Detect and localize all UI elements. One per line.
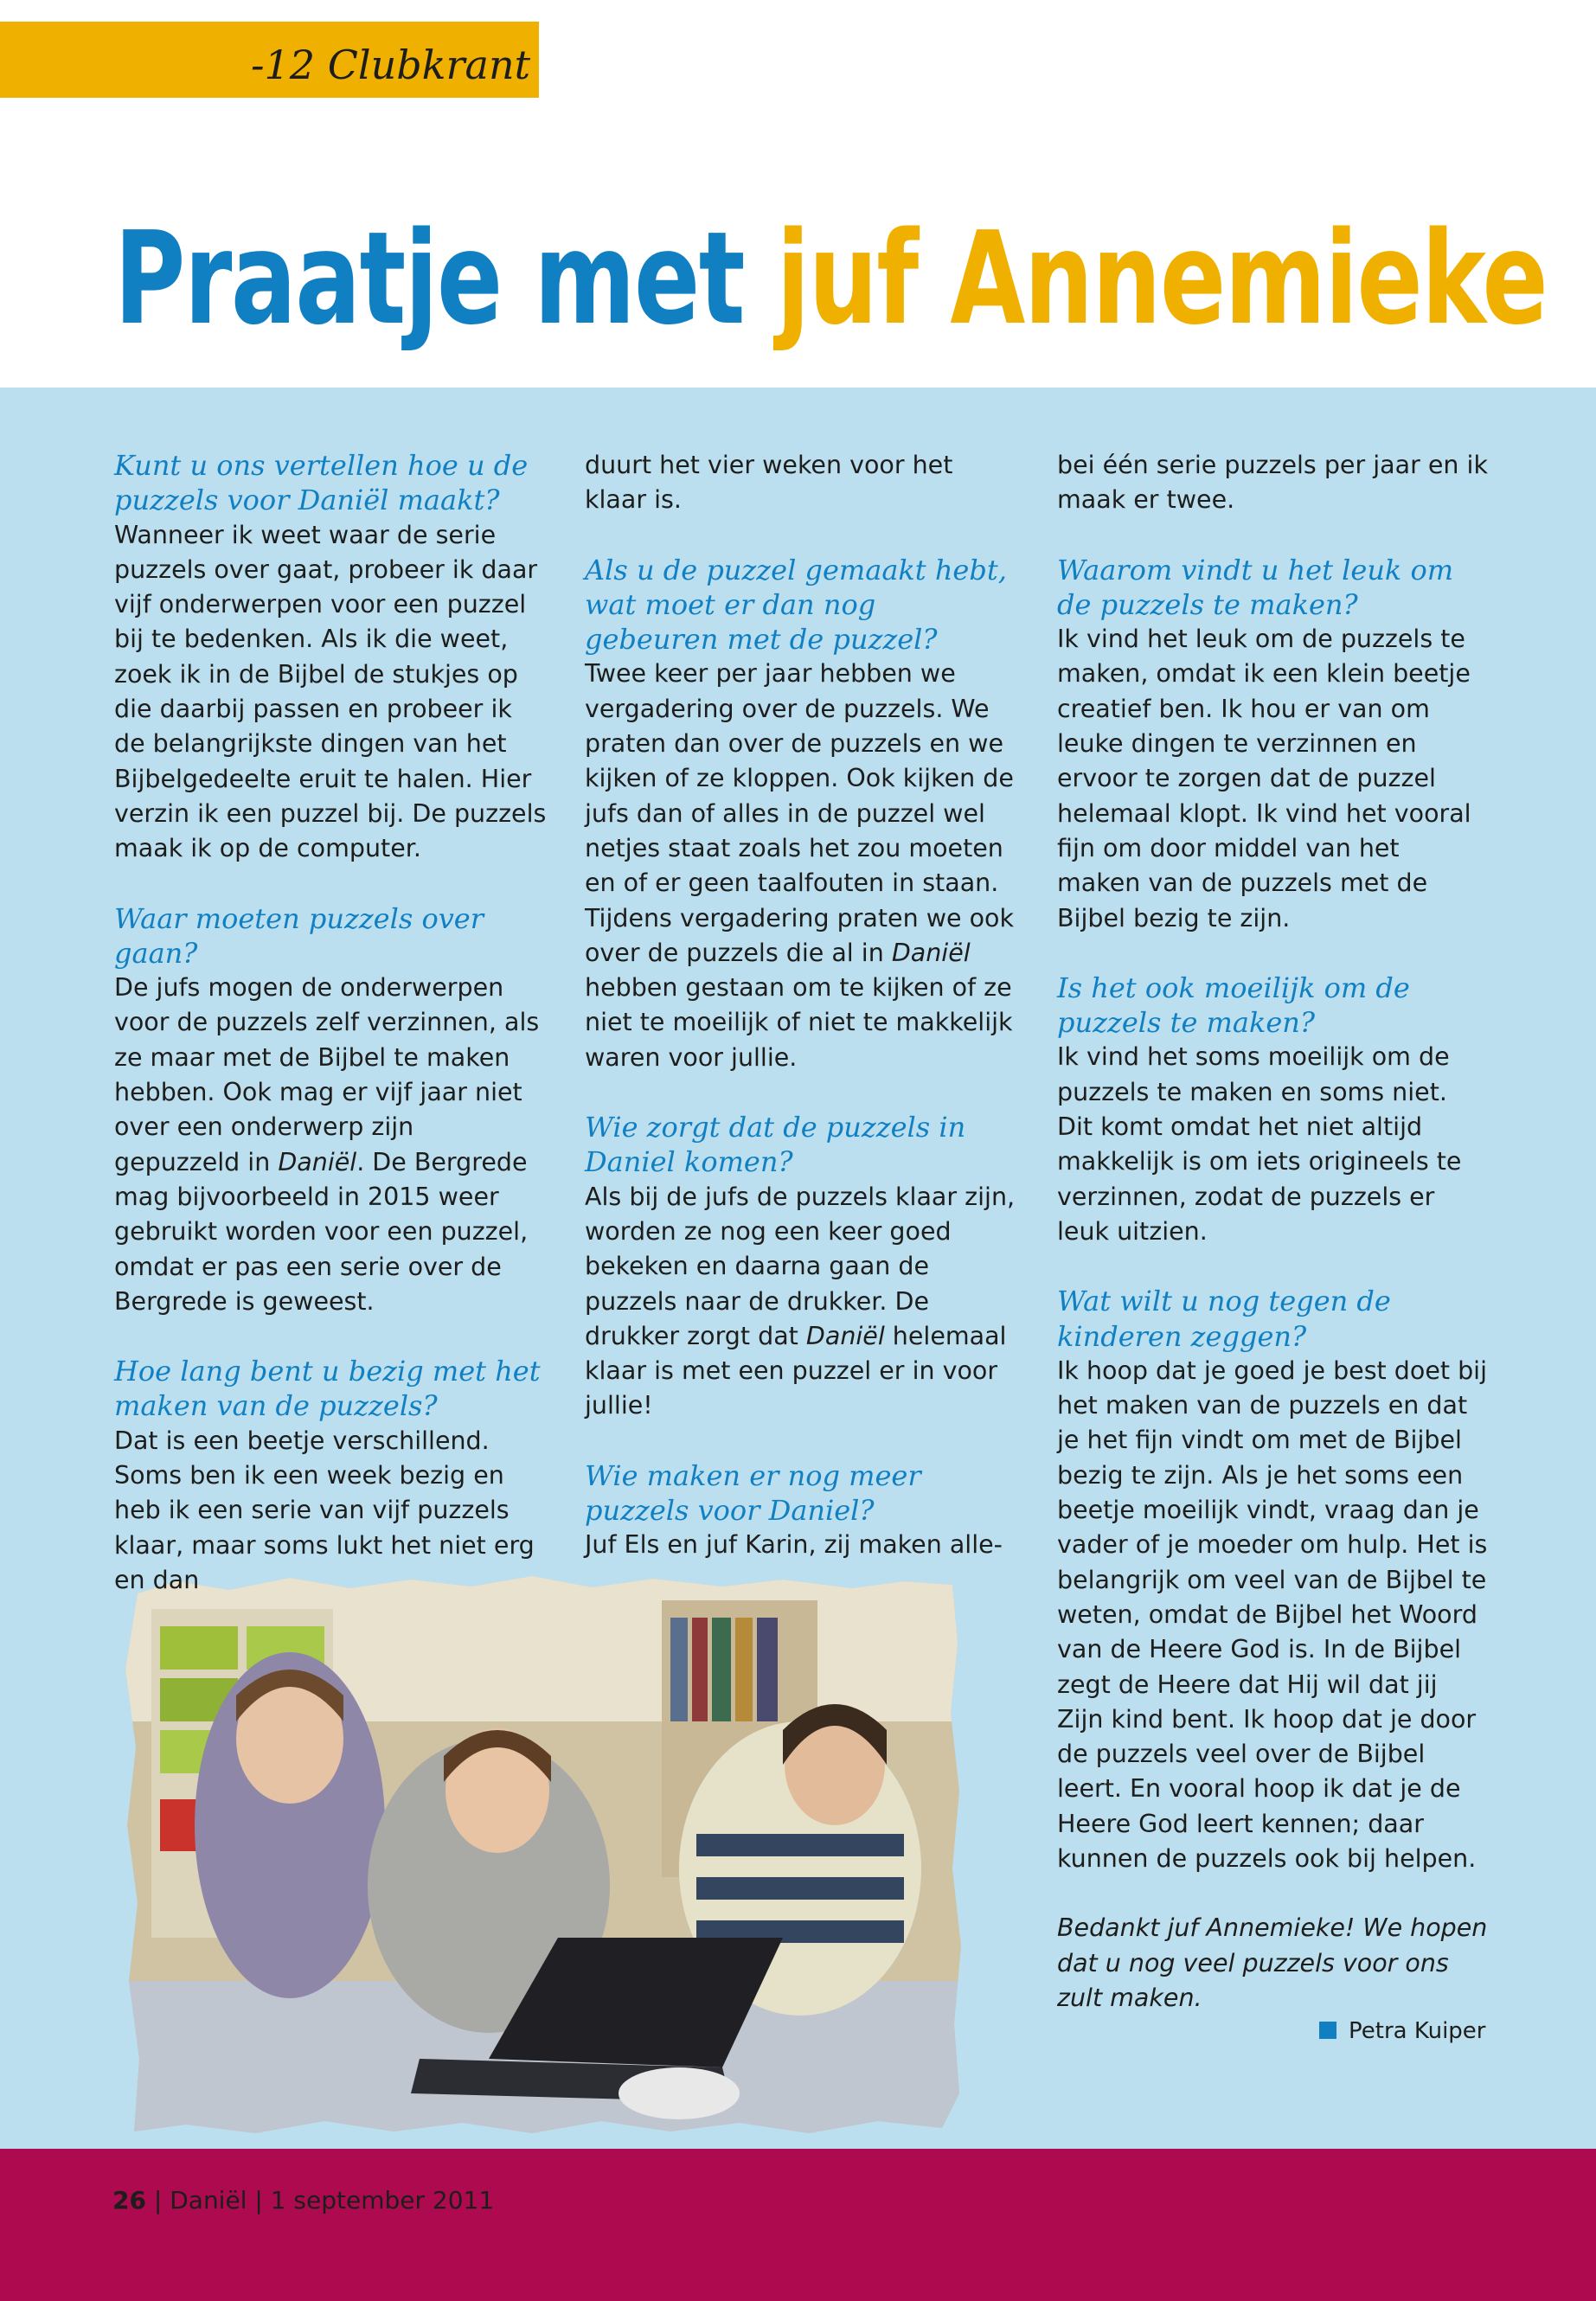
author-name: Petra Kuiper [1349,2018,1486,2044]
footer-bar [0,2149,1596,2301]
answer-paragraph: Dat is een beetje verschillend. Soms ben ik een week bezig en heb ik een serie van vijf puzzels klaar, maar soms lukt het niet erg en dan [114,1426,535,1594]
magazine-title: Daniël [170,2186,247,2214]
answer-paragraph: duurt het vier weken voor het klaar is. [585,451,953,515]
title-part-yellow: juf Annemieke [776,204,1548,353]
article-column-2 [585,448,1017,1563]
issue-date: 1 september 2011 [270,2186,495,2214]
answer-paragraph: Als bij de jufs de puzzels klaar zijn, worden ze nog een keer goed bekeken en daarna gaan de puzzels naar de drukker. De drukker zorgt dat Daniël helemaal klaar is met een puzzel er in voor jullie! [585,1182,1016,1420]
answer-paragraph: Twee keer per jaar hebben we vergadering over de puzzels. We praten dan over de puzzels en we kijken of ze kloppen. Ook kijken de jufs dan of alles in de puzzel wel netjes staat zoals het zou moeten en of er geen taalfouten in staan. Tijdens vergadering praten we ook over de puzzels die al in Daniël hebben gestaan om te kijken of ze niet te moeilijk of niet te makkelijk waren voor jullie. [585,659,1014,1072]
interview-photo [125,1574,961,2135]
answer-paragraph: Wanneer ik weet waar de serie puzzels over gaat, probeer ik daar vijf onderwerpen voor een puzzel bij te bedenken. Als ik die weet, zoek ik in de Bijbel de stukjes op die daarbij passen en probeer ik de belangrijkste dingen van het Bijbelgedeelte eruit te halen. Hier verzin ik een puzzel bij. De puzzels maak ik op de computer. [114,520,547,863]
page-number: 26 [112,2186,146,2214]
question-heading: Wat wilt u nog tegen de kinderen zeggen? [1057,1285,1391,1353]
answer-paragraph: De jufs mogen de onderwerpen voor de puzzels zelf verzinnen, als ze maar met de Bijbel te maken hebben. Ook mag er vijf jaar niet over een onderwerp zijn gepuzzeld in Daniël. De Bergrede mag bijvoorbeeld in 2015 weer gebruikt worden voor een puzzel, omdat er pas een serie over de Bergrede is geweest. [114,973,540,1316]
page-folio [112,2186,494,2214]
question-heading: Wie zorgt dat de puzzels in Daniel komen? [585,1111,966,1179]
square-bullet-icon [1319,2022,1336,2039]
question-heading: Waar moeten puzzels over gaan? [114,901,484,970]
question-heading: Kunt u ons vertellen hoe u de puzzels voor Daniël maakt? [114,449,529,517]
folio-separator: | [254,2186,263,2214]
question-heading: Hoe lang bent u bezig met het maken van de puzzels? [114,1355,541,1423]
closing-thanks: Bedankt juf Annemieke! We hopen dat u nog veel puzzels voor ons zult maken. [1057,1913,1488,2012]
question-heading: Als u de puzzel gemaakt hebt, wat moet er dan nog gebeuren met de puzzel? [585,553,1007,657]
question-heading: Wie maken er nog meer puzzels voor Daniel? [585,1458,921,1528]
author-signature [1319,2018,1485,2044]
page-title [114,192,1547,365]
title-part-blue: Praatje met [114,204,745,353]
magazine-name: Daniël [278,1147,357,1176]
question-heading: Is het ook moeilijk om de puzzels te maken? [1057,971,1410,1040]
answer-paragraph: bei één serie puzzels per jaar en ik maak er twee. [1057,451,1488,515]
magazine-name: Daniël [891,938,971,967]
answer-paragraph: Ik vind het leuk om de puzzels te maken, omdat ik een klein beetje creatief ben. Ik hou er van om leuke dingen te verzinnen en ervoor te zorgen dat de puzzel helemaal klopt. Ik vind het vooral fijn om door middel van het maken van de puzzels met de Bijbel bezig te zijn. [1057,625,1471,933]
article-column-1 [114,448,547,1598]
section-label: -12 Clubkrant [251,42,531,88]
answer-paragraph: Ik hoop dat je goed je best doet bij het maken van de puzzels en dat je het fijn vindt om met de Bijbel bezig te zijn. Als je het soms een beetje moeilijk vindt, vraag dan je vader of je moeder om hulp. Het is belangrijk om veel van de Bijbel te weten, omdat de Bijbel het Woord van de Heere God is. In de Bijbel zegt de Heere dat Hij wil dat jij Zijn kind bent. Ik hoop dat je door de puzzels veel over de Bijbel leert. En vooral hoop ik dat je de Heere God leert kennen; daar kunnen de puzzels ook bij helpen. [1057,1356,1488,1873]
answer-paragraph: Ik vind het soms moeilijk om de puzzels te maken en soms niet. Dit komt omdat het niet altijd makkelijk is om iets origineels te verzinnen, zodat de puzzels er leuk uitzien. [1057,1042,1462,1246]
question-heading: Waarom vindt u het leuk om de puzzels te maken? [1057,553,1454,621]
answer-paragraph: Juf Els en juf Karin, zij maken alle- [585,1530,1003,1560]
article-column-3 [1057,448,1490,2016]
folio-separator: | [153,2186,163,2214]
magazine-name: Daniël [805,1321,885,1350]
